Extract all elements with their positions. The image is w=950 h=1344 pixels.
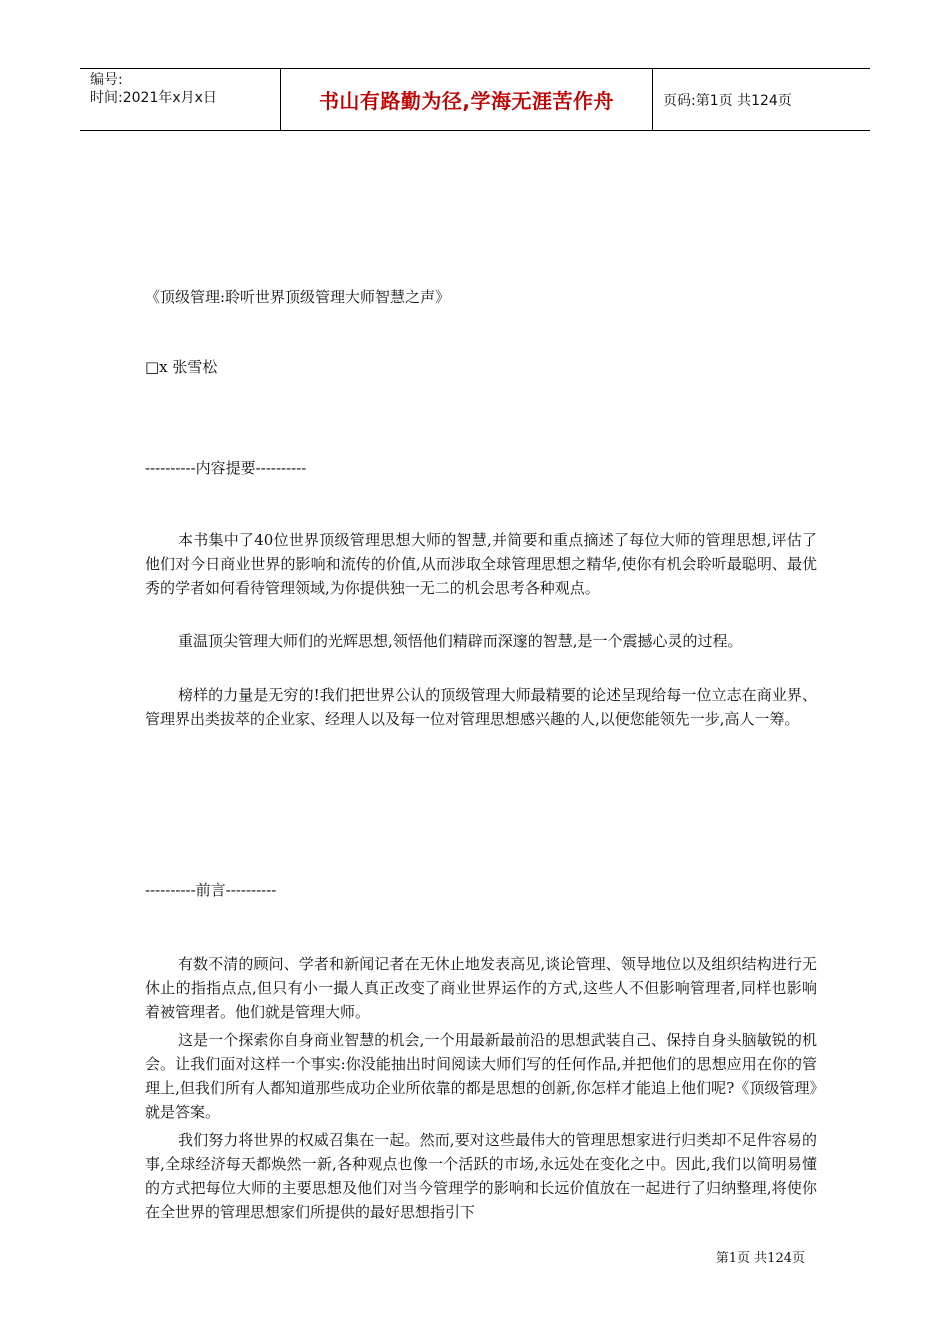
number-label: 编号:: [90, 72, 123, 88]
header-page-info: 页码:第1页 共124页: [663, 92, 792, 109]
page-footer: 第1页 共124页: [715, 1251, 805, 1266]
summary-paragraph: 本书集中了40位世界顶级管理思想大师的智慧,并简要和重点摘述了每位大师的管理思想,评估了他们对今日商业世界的影响和流传的价值,从而涉取全球管理思想之精华,使你有机会聆听最聪明、最优秀的学者如何看待管理领域,为你提供独一无二的机会思考各种观点。: [145, 531, 817, 597]
author-line: □x 张雪松: [145, 358, 218, 376]
summary-paragraph: 榜样的力量是无穷的!我们把世界公认的顶级管理大师最精要的论述呈现给每一位立志在商业界、管理界出类拔萃的企业家、经理人以及每一位对管理思想感兴趣的人,以便您能领先一步,高人一筹。: [145, 686, 817, 728]
preface-paragraph: 我们努力将世界的权威召集在一起。然而,要对这些最伟大的管理思想家进行归类却不足件容易的事,全球经济每天都焕然一新,各种观点也像一个活跃的市场,永远处在变化之中。因此,我们以简明易懂的方式把每位大师的主要思想及他们对当今管理学的影响和长远价值放在一起进行了归纳整理,将使你在全世界的管理思想家们所提供的最好思想指引下: [145, 1131, 817, 1221]
summary-heading: ----------内容提要----------: [145, 459, 307, 477]
preface-heading: ----------前言----------: [145, 881, 277, 899]
preface-paragraph: 有数不清的顾问、学者和新闻记者在无休止地发表高见,谈论管理、领导地位以及组织结构进行无休止的指指点点,但只有小一撮人真正改变了商业世界运作的方式,这些人不但影响管理者,同样也影响着被管理者。他们就是管理大师。: [145, 955, 817, 1021]
preface-paragraph: 这是一个探索你自身商业智慧的机会,一个用最新最前沿的思想武装自己、保持自身头脑敏锐的机会。让我们面对这样一个事实:你没能抽出时间阅读大师们写的任何作品,并把他们的思想应用在你的管理上,但我们所有人都知道那些成功企业所依靠的都是思想的创新,你怎样才能追上他们呢?《顶级管理》就是答案。: [145, 1031, 817, 1121]
summary-paragraph: 重温顶尖管理大师们的光辉思想,领悟他们精辟而深邃的智慧,是一个震撼心灵的过程。: [178, 632, 743, 650]
header-motto: 书山有路勤为径,学海无涯苦作舟: [281, 69, 653, 130]
header-meta: [80, 69, 281, 130]
time-label: 时间:2021年x月x日: [90, 90, 217, 106]
page-header: [80, 68, 870, 131]
book-title: 《顶级管理:聆听世界顶级管理大师智慧之声》: [145, 288, 451, 306]
